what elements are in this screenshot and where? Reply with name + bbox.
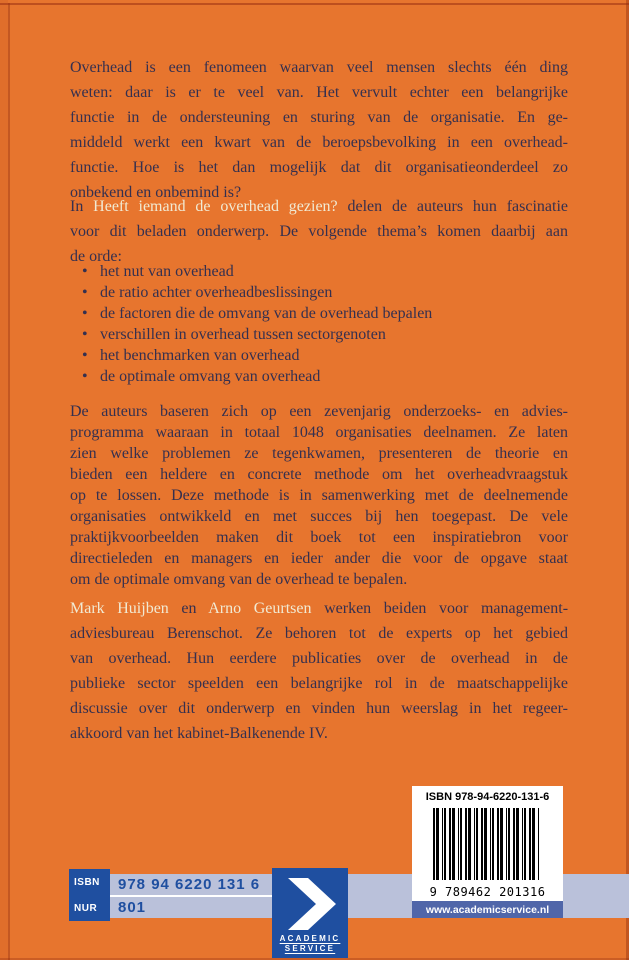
- body-text: de orde:: [70, 248, 122, 265]
- bullet-icon: •: [82, 263, 88, 280]
- bullet-text: het benchmarken van overhead: [100, 347, 300, 364]
- bullet-text: de ratio achter overheadbeslissingen: [100, 284, 333, 301]
- chevron-right-icon: [278, 876, 342, 932]
- text-line: [70, 80, 568, 105]
- text-line: [70, 696, 568, 721]
- isbn-value: 978 94 6220 131 6: [118, 876, 261, 893]
- text-line: [70, 485, 568, 506]
- body-text: om de optimale omvang van de overhead te bepalen.: [70, 571, 408, 588]
- bullet-item: [82, 261, 568, 282]
- bullet-icon: •: [82, 305, 88, 322]
- barcode-bars-icon: [433, 808, 540, 880]
- bullet-item: [82, 366, 568, 387]
- body-text: adviesbureau Berenschot. Ze behoren tot de experts op het gebied: [70, 625, 568, 642]
- body-text: van overhead. Hun eerdere publicaties over de overhead in de: [70, 650, 568, 667]
- body-text: De auteurs baseren zich op een zevenjarig onderzoeks- en advies-: [70, 403, 568, 420]
- body-text: Overhead is een fenomeen waarvan veel mensen slechts één ding: [70, 59, 568, 76]
- bullet-icon: •: [82, 368, 88, 385]
- text-line: [70, 527, 568, 548]
- body-text: organisaties ontwikkeld en met succes bij hen toegepast. De vele: [70, 508, 568, 525]
- body-text: programma waaraan in totaal 1048 organisaties deelnamen. Ze laten: [70, 424, 568, 441]
- publisher-logo-text: [272, 934, 348, 954]
- body-text: middeld werkt een kwart van de beroepsbevolking in een overhead-: [70, 134, 568, 151]
- text-line: [70, 443, 568, 464]
- body-text: delen de auteurs hun fascinatie: [337, 198, 569, 215]
- logo-academic-text: ACADEMIC: [279, 934, 341, 943]
- highlight-text: Heeft iemand de overhead gezien?: [93, 198, 338, 215]
- text-line: [70, 621, 568, 646]
- body-text: functie. Hoe is het dan mogelijk dat dit organisatieonderdeel zo: [70, 159, 568, 176]
- text-line: [70, 569, 568, 590]
- barcode-isbn-text: ISBN 978-94-6220-131-6: [425, 791, 550, 803]
- body-text: functie in de ondersteuning en sturing van de organisatie. En ge-: [70, 109, 568, 126]
- text-line: [70, 55, 568, 80]
- text-line: [70, 105, 568, 130]
- text-line: [70, 506, 568, 527]
- body-text: en: [168, 600, 209, 617]
- body-text: weten: daar is er te veel van. Het vervult echter een belangrijke: [70, 84, 568, 101]
- body-text: onbekend en onbemind is?: [70, 184, 242, 201]
- barcode-digits: 9 789462 201316: [412, 885, 563, 899]
- themes-paragraph: [70, 194, 568, 269]
- bullet-item: [82, 303, 568, 324]
- bullet-text: het nut van overhead: [100, 263, 234, 280]
- bullet-item: [82, 345, 568, 366]
- body-text: bieden een heldere en concrete methode om het overheadvraagstuk: [70, 466, 568, 483]
- highlight-text: Arno Geurtsen: [208, 600, 312, 617]
- theme-bullet-list: [82, 261, 568, 387]
- bullet-text: de factoren die de omvang van de overhead bepalen: [100, 305, 433, 322]
- body-text: zien welke problemen ze tegenkwamen, presenteren de theorie en: [70, 445, 568, 462]
- text-line: [70, 596, 568, 621]
- text-line: [70, 130, 568, 155]
- barcode: [412, 786, 563, 901]
- isbn-label: ISBN: [74, 877, 100, 888]
- text-line: [70, 721, 568, 746]
- bullet-icon: •: [82, 326, 88, 343]
- cover-crease-top: [0, 3, 629, 5]
- publisher-website: www.academicservice.nl: [412, 901, 563, 918]
- body-text: directieleden en managers en ieder ander die voor de opgave staat: [70, 550, 568, 567]
- text-line: [70, 548, 568, 569]
- bullet-icon: •: [82, 347, 88, 364]
- text-line: [70, 155, 568, 180]
- body-text: op te lossen. Deze methode is in samenwerking met de deelnemende: [70, 487, 568, 504]
- body-text: praktijkvoorbeelden maken dit boek tot een inspiratiebron voor: [70, 529, 568, 546]
- isbn-nur-box: [69, 869, 110, 921]
- text-line: [70, 194, 568, 219]
- intro-paragraph: [70, 55, 568, 205]
- bullet-item: [82, 282, 568, 303]
- text-line: [70, 422, 568, 443]
- bullet-text: de optimale omvang van overhead: [100, 368, 321, 385]
- bullet-text: verschillen in overhead tussen sectorgenoten: [100, 326, 386, 343]
- nur-value: 801: [118, 899, 147, 916]
- text-line: [70, 671, 568, 696]
- bullet-item: [82, 324, 568, 345]
- publisher-logo: [272, 868, 348, 958]
- authors-paragraph: [70, 596, 568, 746]
- text-line: [70, 464, 568, 485]
- cover-crease-left: [8, 3, 10, 960]
- bullet-icon: •: [82, 284, 88, 301]
- body-text: voor dit beladen onderwerp. De volgende thema’s komen daarbij aan: [70, 223, 568, 240]
- nur-label: NUR: [74, 903, 98, 914]
- body-text: In: [70, 198, 94, 215]
- body-text: werken beiden voor management-: [311, 600, 569, 617]
- logo-service-text: SERVICE: [284, 944, 336, 953]
- cover-edge-left: [0, 0, 8, 960]
- text-line: [70, 646, 568, 671]
- research-paragraph: [70, 401, 568, 590]
- body-text: publieke sector speelden een belangrijke rol in de maatschappelijke: [70, 675, 568, 692]
- body-text: discussie over dit onderwerp en vinden hun weerslag in het regeer-: [70, 700, 568, 717]
- highlight-text: Mark Huijben: [70, 600, 169, 617]
- text-line: [70, 401, 568, 422]
- body-text: akkoord van het kabinet-Balkenende IV.: [70, 725, 328, 742]
- text-line: [70, 219, 568, 244]
